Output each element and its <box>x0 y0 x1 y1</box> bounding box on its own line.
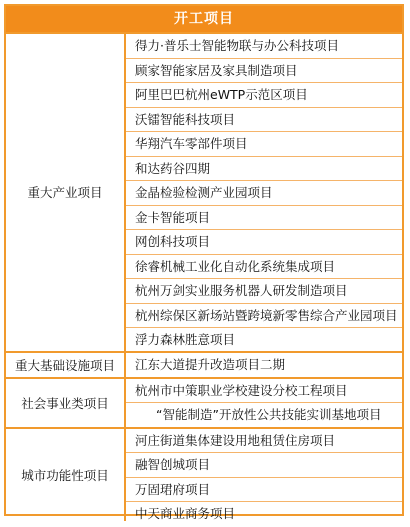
group-major-industry <box>6 34 402 353</box>
table-row: “智能制造”开放性公共技能实训基地项目 <box>156 407 382 422</box>
table-row: 杭州万剑实业服务机器人研发制造项目 <box>126 279 402 304</box>
table-row: 徐睿机械工业化自动化系统集成项目 <box>126 255 402 280</box>
project-list <box>126 353 402 377</box>
group-major-infrastructure <box>6 353 402 379</box>
table-row: 融智创城项目 <box>126 453 402 478</box>
table-row: 杭州市中策职业学校建设分校工程项目 <box>126 379 402 404</box>
group-social-services <box>6 379 402 429</box>
table-row: 万固珺府项目 <box>126 478 402 503</box>
table-body <box>6 34 402 521</box>
table-row: 河庄街道集体建设用地租赁住房项目 <box>126 429 402 454</box>
table-row: 金晶检验检测产业园项目 <box>126 181 402 206</box>
group-urban-function <box>6 429 402 521</box>
table-row: 杭州综保区新场站暨跨境新零售综合产业园项目 <box>126 304 402 329</box>
table-row: 和达药谷四期 <box>126 157 402 182</box>
category-label: 城市功能性项目 <box>6 429 126 521</box>
table-row: 江东大道提升改造项目二期 <box>135 356 286 372</box>
project-table <box>4 4 404 521</box>
category-label: 重大产业项目 <box>6 34 126 351</box>
project-list <box>126 429 402 521</box>
table-row: 网创科技项目 <box>126 230 402 255</box>
table-row: 金卡智能项目 <box>126 206 402 231</box>
project-list <box>126 34 402 351</box>
category-label: 社会事业类项目 <box>6 379 126 427</box>
table-row: 顾家智能家居及家具制造项目 <box>126 59 402 84</box>
category-label: 重大基础设施项目 <box>6 353 126 377</box>
table-row: 沃镭智能科技项目 <box>126 108 402 133</box>
table-header: 开工项目 <box>6 6 402 34</box>
table-row: 阿里巴巴杭州eWTP示范区项目 <box>126 83 402 108</box>
table-row: 浮力森林胜意项目 <box>135 332 236 347</box>
table-row: 华翔汽车零部件项目 <box>126 132 402 157</box>
table-row: 中天商业商务项目 <box>135 506 236 521</box>
table-row: 得力·普乐士智能物联与办公科技项目 <box>126 34 402 59</box>
project-list <box>126 379 402 427</box>
